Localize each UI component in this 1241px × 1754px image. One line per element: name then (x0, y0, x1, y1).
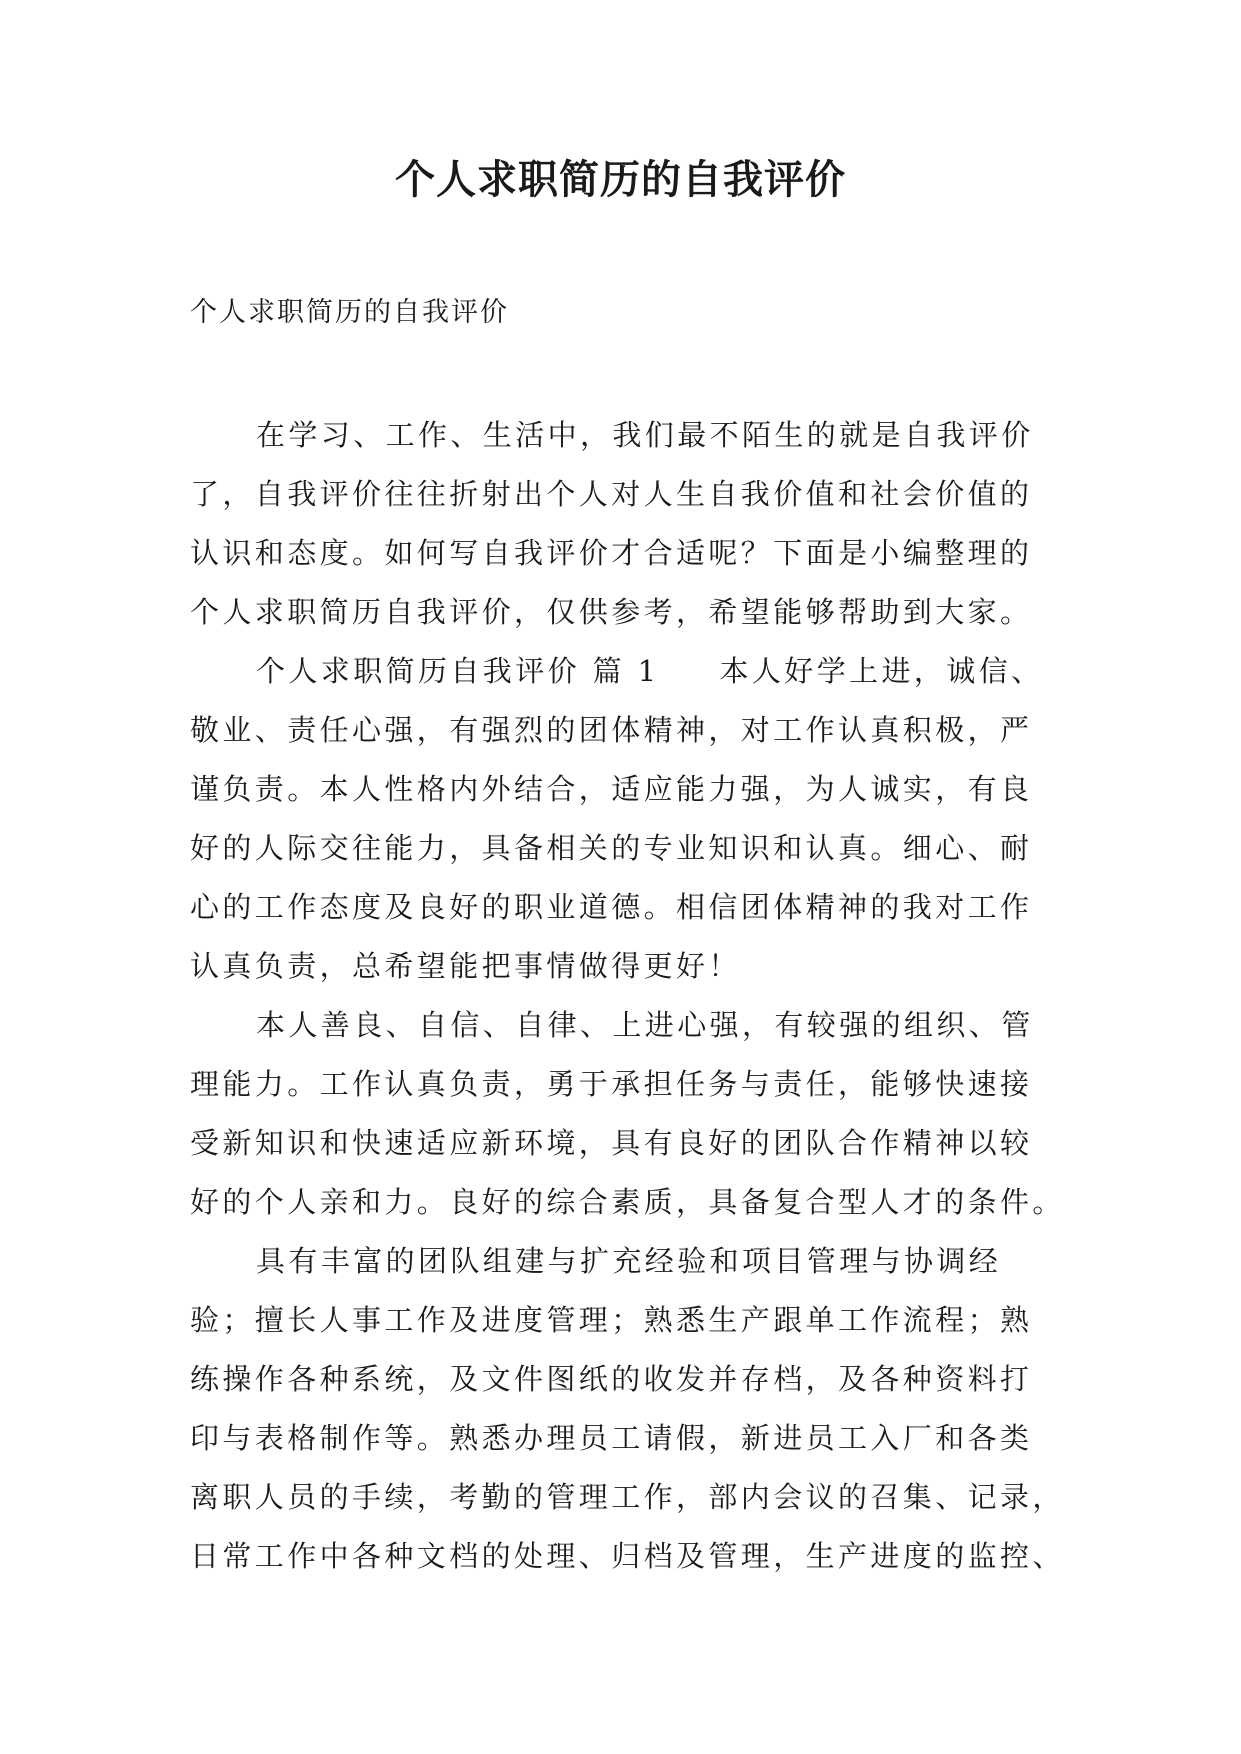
body-line: 好的人际交往能力，具备相关的专业知识和认真。细心、耐 (190, 831, 1033, 865)
body-line: 验；擅长人事工作及进度管理；熟悉生产跟单工作流程；熟 (190, 1303, 1033, 1337)
body-line: 练操作各种系统，及文件图纸的收发并存档，及各种资料打 (190, 1362, 1033, 1396)
body-line: 具有丰富的团队组建与扩充经验和项目管理与协调经 (256, 1244, 1002, 1278)
body-line: 受新知识和快速适应新环境，具有良好的团队合作精神以较 (190, 1126, 1033, 1160)
body-line: 认真负责，总希望能把事情做得更好！ (190, 949, 741, 983)
body-line: 了，自我评价往往折射出个人对人生自我价值和社会价值的 (190, 477, 1033, 511)
document-body (190, 406, 1063, 1586)
body-line-fragment: 本人好学上进，诚信、 (719, 654, 1044, 688)
body-line: 印与表格制作等。熟悉办理员工请假，新进员工入厂和各类 (190, 1421, 1033, 1455)
body-line: 认识和态度。如何写自我评价才合适呢？下面是小编整理的 (190, 536, 1033, 570)
body-line: 离职人员的手续，考勤的管理工作，部内会议的召集、记录， (190, 1480, 1065, 1514)
body-line: 本人善良、自信、自律、上进心强，有较强的组织、管 (256, 1008, 1034, 1042)
body-line: 谨负责。本人性格内外结合，适应能力强，为人诚实，有良 (190, 772, 1033, 806)
section-heading-line (190, 642, 1063, 701)
document-title: 个人求职简历的自我评价 (395, 156, 846, 203)
body-line: 理能力。工作认真负责，勇于承担任务与责任，能够快速接 (190, 1067, 1033, 1101)
body-line: 敬业、责任心强，有强烈的团体精神，对工作认真积极，严 (190, 713, 1033, 747)
body-line: 日常工作中各种文档的处理、归档及管理，生产进度的监控、 (190, 1539, 1065, 1573)
document-subtitle: 个人求职简历的自我评价 (190, 297, 509, 328)
body-line: 在学习、工作、生活中，我们最不陌生的就是自我评价 (256, 418, 1034, 452)
body-line: 个人求职简历自我评价，仅供参考，希望能够帮助到大家。 (190, 595, 1033, 629)
body-line: 好的个人亲和力。良好的综合素质，具备复合型人才的条件。 (190, 1185, 1065, 1219)
body-line: 心的工作态度及良好的职业道德。相信团体精神的我对工作 (190, 890, 1033, 924)
section-heading: 个人求职简历自我评价 篇 1 (256, 654, 660, 688)
